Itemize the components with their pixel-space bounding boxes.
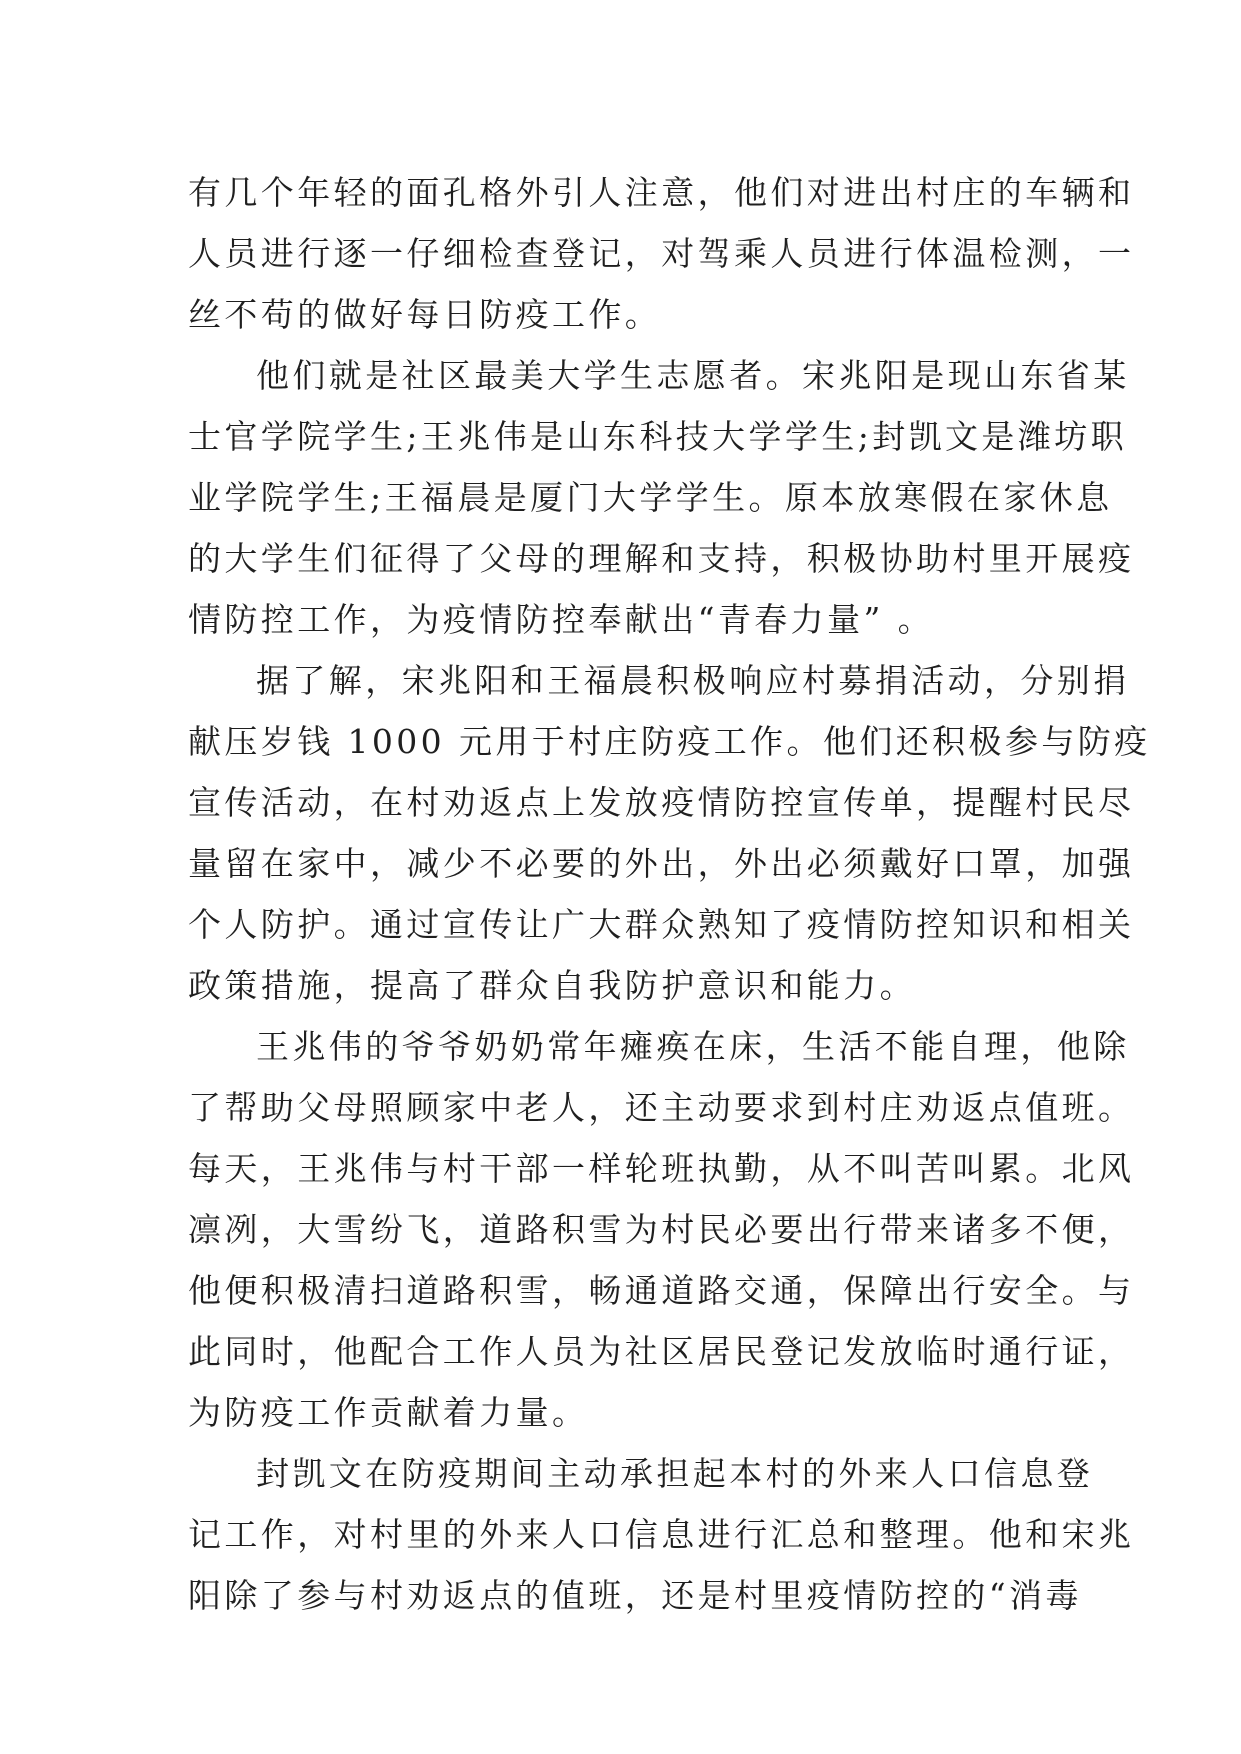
text-line: 人员进行逐一仔细检查登记，对驾乘人员进行体温检测，一 bbox=[188, 234, 1135, 273]
text-line: 献压岁钱 1000 元用于村庄防疫工作。他们还积极参与防疫 bbox=[188, 722, 1151, 761]
text-line: 王兆伟的爷爷奶奶常年瘫痪在床，生活不能自理，他除 bbox=[256, 1027, 1130, 1066]
text-line: 为防疫工作贡献着力量。 bbox=[188, 1393, 589, 1432]
text-line: 此同时，他配合工作人员为社区居民登记发放临时通行证， bbox=[188, 1332, 1135, 1371]
body-text bbox=[188, 162, 1151, 1626]
text-line: 了帮助父母照顾家中老人，还主动要求到村庄劝返点值班。 bbox=[188, 1088, 1135, 1127]
text-line: 有几个年轻的面孔格外引人注意，他们对进出村庄的车辆和 bbox=[188, 173, 1135, 212]
text-line: 个人防护。通过宣传让广大群众熟知了疫情防控知识和相关 bbox=[188, 905, 1135, 944]
text-line: 政策措施，提高了群众自我防护意识和能力。 bbox=[188, 966, 916, 1005]
text-line: 宣传活动，在村劝返点上发放疫情防控宣传单，提醒村民尽 bbox=[188, 783, 1135, 822]
text-line: 凛冽，大雪纷飞，道路积雪为村民必要出行带来诸多不便， bbox=[188, 1210, 1135, 1249]
text-line: 他便积极清扫道路积雪，畅通道路交通，保障出行安全。与 bbox=[188, 1271, 1135, 1310]
text-line: 业学院学生;王福晨是厦门大学学生。原本放寒假在家休息 bbox=[188, 478, 1113, 517]
text-line: 每天，王兆伟与村干部一样轮班执勤，从不叫苦叫累。北风 bbox=[188, 1149, 1135, 1188]
text-line: 封凯文在防疫期间主动承担起本村的外来人口信息登 bbox=[256, 1454, 1094, 1493]
text-line: 据了解，宋兆阳和王福晨积极响应村募捐活动，分别捐 bbox=[256, 661, 1130, 700]
text-line: 士官学院学生;王兆伟是山东科技大学学生;封凯文是潍坊职 bbox=[188, 417, 1128, 456]
text-line: 他们就是社区最美大学生志愿者。宋兆阳是现山东省某 bbox=[256, 356, 1130, 395]
text-line: 丝不苟的做好每日防疫工作。 bbox=[188, 295, 662, 334]
text-line: 阳除了参与村劝返点的值班，还是村里疫情防控的“消毒 bbox=[188, 1576, 1082, 1615]
text-line: 情防控工作，为疫情防控奉献出“青春力量” 。 bbox=[188, 600, 935, 639]
text-line: 的大学生们征得了父母的理解和支持，积极协助村里开展疫 bbox=[188, 539, 1135, 578]
text-line: 记工作，对村里的外来人口信息进行汇总和整理。他和宋兆 bbox=[188, 1515, 1135, 1554]
text-line: 量留在家中，减少不必要的外出，外出必须戴好口罩，加强 bbox=[188, 844, 1135, 883]
